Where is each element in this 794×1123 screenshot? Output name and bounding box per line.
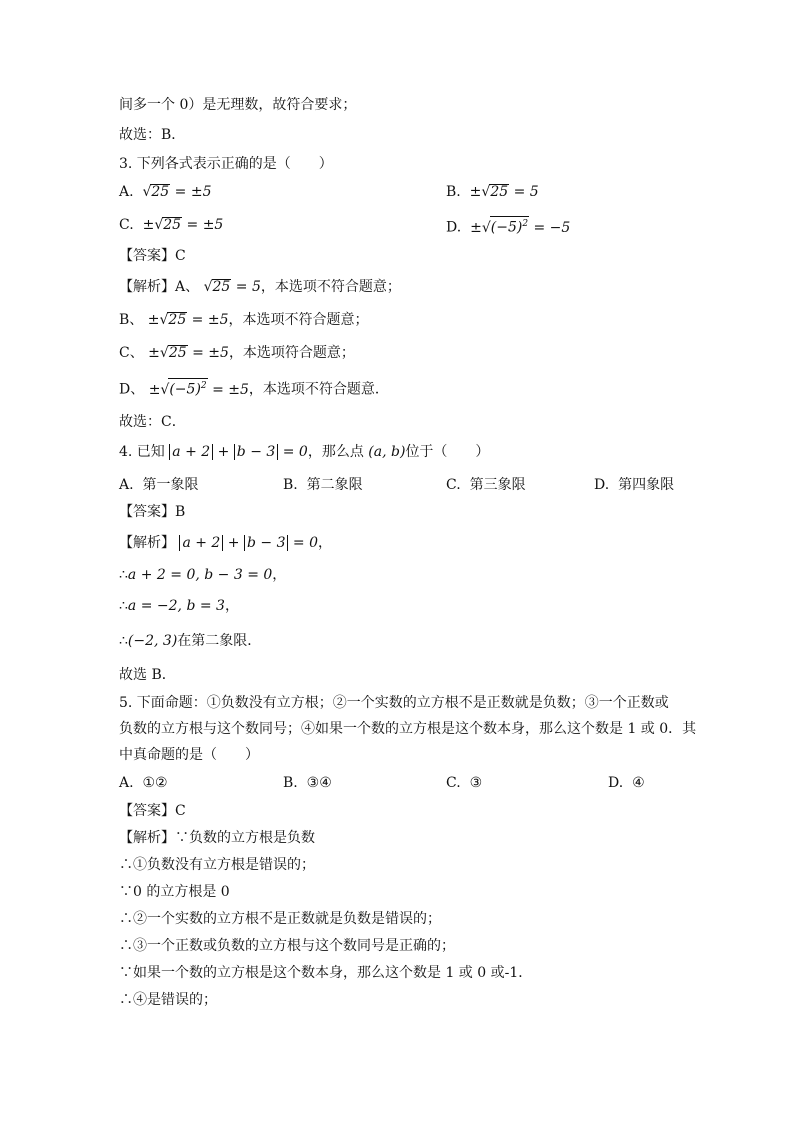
explanation-line: ∴(−2, 3)在第二象限．: [119, 633, 262, 649]
text-line: 故选：C．: [119, 414, 186, 430]
explanation-line: ∴a + 2 = 0, b − 3 = 0，: [119, 567, 287, 583]
formula: √25 = ±5: [142, 184, 212, 200]
question-5: 负数的立方根与这个数同号；④如果一个数的立方根是这个数本身，那么这个数是 1 或 0．其: [119, 721, 697, 737]
formula: $\pm√(-5)^2 = -5$: [470, 220, 570, 236]
option-label: B.: [446, 184, 461, 200]
question-5: 中真命题的是（ ）: [119, 747, 259, 763]
answer: 【答案】C: [119, 248, 186, 264]
q3-option-d: [446, 216, 570, 237]
question-3: 3. 下列各式表示正确的是（ ）: [119, 156, 333, 172]
text-line: 故选：B．: [119, 127, 186, 143]
explanation-line: ∴a = −2, b = 3，: [119, 598, 239, 614]
q4-option-a: A. 第一象限: [119, 477, 199, 493]
formula: ±√25 = ±5: [142, 217, 224, 233]
explanation-line: C、 ±√25 = ±5，本选项符合题意；: [119, 345, 355, 361]
explanation-line: ∴③一个正数或负数的立方根与这个数同号是正确的；: [119, 938, 455, 954]
option-label: D.: [446, 219, 462, 236]
q4-option-d: D. 第四象限: [594, 477, 675, 493]
q4-option-c: C. 第三象限: [446, 477, 526, 493]
q3-option-c: [119, 216, 223, 234]
explanation-line: ∵0 的立方根是 0: [119, 884, 230, 900]
explanation-line: ∴①负数没有立方根是错误的；: [119, 857, 315, 873]
explanation-line: B、 ±√25 = ±5，本选项不符合题意；: [119, 312, 369, 328]
q5-option-c: C. ③: [446, 775, 483, 791]
question-5: 5. 下面命题：①负数没有立方根；②一个实数的立方根不是正数就是负数；③一个正数或: [119, 695, 669, 711]
q5-option-b: B. ③④: [283, 775, 332, 791]
q5-option-a: A. ①②: [119, 775, 168, 791]
option-label: A.: [119, 184, 134, 200]
answer: 【答案】C: [119, 803, 186, 819]
explanation-line: 【解析】A、 √25 = 5，本选项不符合题意；: [119, 279, 401, 295]
text-line: 故选 B．: [119, 667, 176, 683]
answer: 【答案】B: [119, 504, 186, 520]
explanation-line: ∴②一个实数的立方根不是正数就是负数是错误的；: [119, 911, 441, 927]
option-label: C.: [119, 217, 134, 233]
explanation-line: ∴④是错误的；: [119, 992, 217, 1008]
explanation-line: D、 $\pm√(-5)^2 = \pm 5$，本选项不符合题意．: [119, 378, 389, 399]
explanation-line: 【解析】 a + 2 + b − 3 = 0，: [119, 535, 333, 551]
question-4: 4. 已知 a + 2 + b − 3 = 0，那么点 (a, b)位于（ ）: [119, 444, 490, 460]
q4-option-b: B. 第二象限: [283, 477, 363, 493]
formula: ±√25 = 5: [469, 184, 539, 200]
explanation-line: 【解析】∵负数的立方根是负数: [119, 830, 315, 846]
explanation-line: ∵如果一个数的立方根是这个数本身，那么这个数是 1 或 0 或-1．: [119, 965, 533, 981]
q5-option-d: D. ④: [608, 775, 645, 791]
q3-option-b: [446, 183, 539, 201]
q3-option-a: [119, 183, 212, 201]
text-line: 间多一个 0）是无理数，故符合要求；: [119, 97, 357, 113]
